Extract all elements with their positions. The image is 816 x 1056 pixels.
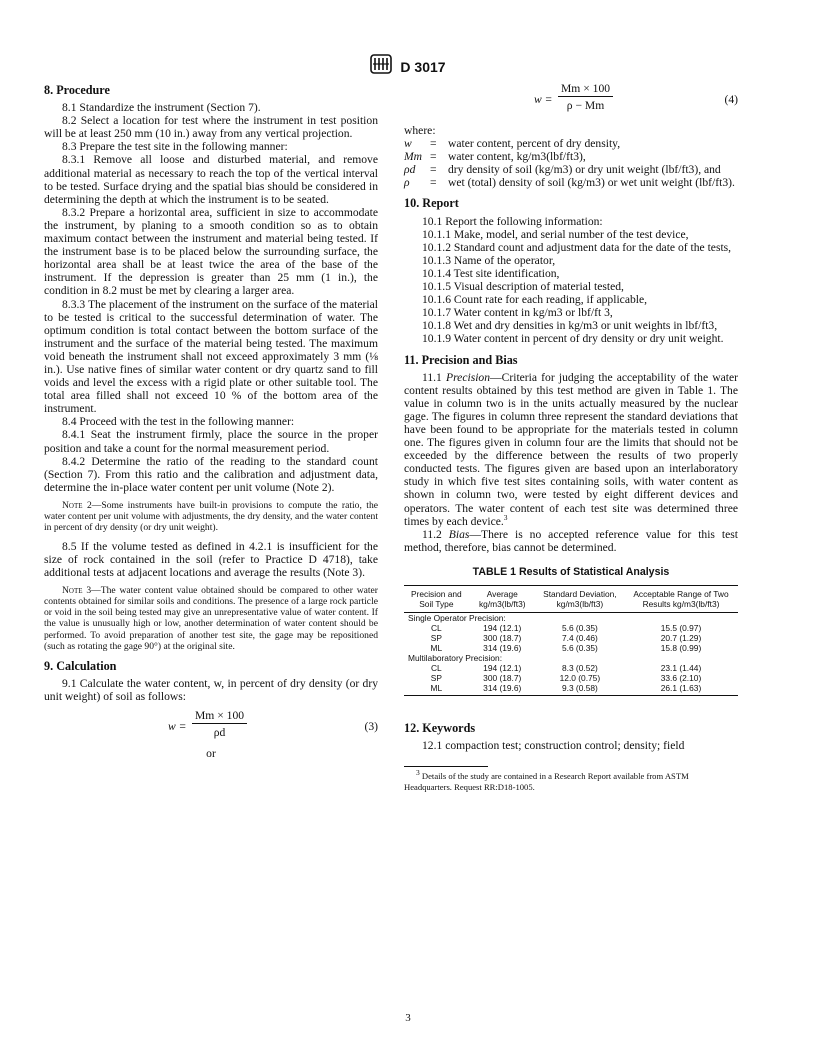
table-cell: 5.6 (0.35): [561, 623, 598, 633]
table-1: [404, 585, 738, 696]
table-header: Precision and Soil Type: [404, 586, 469, 613]
table-cell: ML: [404, 683, 469, 696]
equation-4-number: (4): [724, 93, 738, 106]
note-3-text: —The water content value obtained should be compared to other water contents obtained for similar soils and conditions. The presence of a large rock particle or void in the soil being tested may give an unrepresentative value of water content. If the value is unusually high or low, another determination of water content should be performed. To avoid preparation of another test site, the gage may be repositioned (such as rotating the gage 90°) at the original site.: [44, 584, 378, 652]
equation-3-denominator: ρd: [213, 726, 226, 740]
report-item: 10.1.6 Count rate for each reading, if applicable,: [422, 293, 648, 307]
definition-w: w = water content, percent of dry density,: [404, 137, 738, 150]
para-9-1: 9.1 Calculate the water content, w, in percent of dry density (or dry unit weight) of soil as follows:: [44, 677, 378, 704]
table-cell: 314 (19.6): [483, 643, 522, 653]
table-cell: SP: [430, 673, 442, 683]
report-item: 10.1.9 Water content in percent of dry density or dry unit weight.: [422, 332, 724, 346]
table-row: [404, 673, 738, 683]
note-2: [44, 500, 378, 534]
table-row: [404, 623, 738, 633]
table-cell: 300 (18.7): [483, 633, 522, 643]
para-11-2-text: —There is no accepted reference value for this test method, therefore, bias cannot be determined.: [404, 527, 738, 554]
para-11-1: [404, 371, 738, 528]
equation-3-lhs: w =: [168, 720, 187, 734]
table-row: [404, 633, 738, 643]
table-cell: 314 (19.6): [469, 683, 536, 696]
footnote-mark: 3: [416, 768, 420, 778]
definition-text: water content, percent of dry density,: [448, 137, 621, 151]
table-row: [404, 643, 738, 653]
para-8-3: 8.3 Prepare the test site in the following manner:: [62, 140, 288, 154]
table-group-label: Single Operator Precision:: [408, 613, 506, 623]
equation-3-number: (3): [364, 720, 378, 734]
table-1-title: TABLE 1 Results of Statistical Analysis: [472, 565, 670, 578]
equation-4-denominator: ρ − Mm: [566, 99, 605, 113]
table-cell: 8.3 (0.52): [561, 663, 598, 673]
document-designation: D 3017: [400, 58, 446, 75]
where-label: where:: [404, 124, 436, 137]
note-2-label: Note 2: [62, 499, 92, 511]
right-column: [404, 84, 738, 792]
table-cell: SP: [430, 633, 442, 643]
note-3: [44, 585, 378, 652]
para-8-4: 8.4 Proceed with the test in the following manner:: [62, 415, 295, 429]
table-cell: 15.5 (0.97): [660, 623, 702, 633]
equation-4: [404, 82, 738, 118]
report-item: 10.1.8 Wet and dry densities in kg/m3 or unit weights in lbf/ft3,: [422, 319, 718, 333]
para-8-3-2: 8.3.2 Prepare a horizontal area, sufficient in size to accommodate the instrument, by planing to a smooth condition so as to obtain maximum contact between the instrument and material being tested. If the instrument base is to be placed below the surrounding surface, the horizontal area shall be at least twice the area of the base of the instrument. If the depression is greater than 25 mm (1 in.), the condition in 8.2 must be met by clearing a larger area.: [44, 205, 378, 298]
para-11-1-text: —Criteria for judging the acceptability of the water content results obtained by this test method are given in Table 1. The value in column two is in the units actually measured by the nuclear gage. The figures in column three represent the standard deviations that have been found to be appropriate for the materials tested in column one. The figures given in column four are the limits that should not be exceeded by the difference between the results of two properly conducted tests. The figures given are based upon an interlaboratory study in which five test sites containing soils, with water content as shown in column two, were tested by eight different devices and operators. The water content of each test site was determined three times by each device.: [404, 370, 738, 528]
para-8-5: 8.5 If the volume tested as defined in 4.2.1 is insufficient for the size of rock contained in the soil (refer to Practice D 4718), take additional tests at adjacent locations and average the results (Note 3).: [44, 539, 378, 579]
astm-logo: [370, 54, 392, 79]
definition-text: dry density of soil (kg/m3) or dry unit weight (lbf/ft3), and: [448, 163, 721, 177]
definition-rho-d: ρd = dry density of soil (kg/m3) or dry unit weight (lbf/ft3), and: [404, 163, 738, 176]
equation-3-fraction: [192, 709, 247, 739]
table-cell: 20.7 (1.29): [660, 633, 702, 643]
para-8-3-3: 8.3.3 The placement of the instrument on the surface of the material to be tested is critical to the successful determination of water. The optimum condition is total contact between the bottom surface of the instrument and the surface of the material being tested. The maximum void beneath the instrument shall not exceed approximately 3 mm (⅛ in.). Use native fines of similar water content or dry quartz sand to fill voids and level the excess with a rigid plate or other suitable tool. The total area filled shall not exceed 10 % of the bottom area of the instrument.: [44, 297, 378, 416]
section-9-title: 9. Calculation: [44, 659, 117, 674]
table-row: [404, 683, 738, 696]
definition-symbol: w: [404, 137, 412, 151]
left-column: [44, 84, 378, 760]
definition-mm: Mm = water content, kg/m3(lbf/ft3),: [404, 150, 738, 163]
note-3-label: Note 3: [62, 584, 92, 596]
equation-4-lhs: w =: [534, 93, 553, 106]
table-cell: 5.6 (0.35): [561, 643, 598, 653]
table-cell: 15.8 (0.99): [660, 643, 702, 653]
report-item: 10.1.5 Visual description of material tested,: [422, 280, 624, 294]
para-11-1-label: 11.1: [422, 370, 442, 384]
table-header: Average kg/m3(lb/ft3): [469, 586, 536, 613]
equation-3-numerator: Mm × 100: [192, 709, 247, 724]
table-cell: 7.4 (0.46): [561, 633, 598, 643]
table-group-label: Multilaboratory Precision:: [408, 653, 503, 663]
table-cell: 12.0 (0.75): [559, 673, 601, 683]
equation-4-fraction: [558, 82, 613, 112]
page-header: [0, 54, 816, 79]
section-8-title: 8. Procedure: [44, 83, 110, 97]
para-8-4-1: 8.4.1 Seat the instrument firmly, place the source in the proper position and take a count for the normal measurement period.: [44, 428, 378, 455]
report-item: 10.1.4 Test site identification,: [422, 266, 560, 280]
bias-term: Bias: [448, 527, 470, 541]
footnote-ref: 3: [503, 512, 508, 522]
page-number: 3: [405, 1012, 411, 1024]
equation-4-numerator: Mm × 100: [558, 82, 613, 97]
section-10-title: 10. Report: [404, 196, 459, 211]
para-12-1: 12.1 compaction test; construction control; density; field: [422, 739, 685, 753]
section-11-title: 11. Precision and Bias: [404, 352, 518, 367]
table-cell: ML: [430, 643, 443, 653]
definition-rho: ρ = wet (total) density of soil (kg/m3) or wet unit weight (lbf/ft3).: [404, 176, 738, 189]
report-item: 10.1.2 Standard count and adjustment data for the date of the tests,: [422, 240, 732, 254]
para-8-2: 8.2 Select a location for test where the instrument in test position will be at least 250 mm (10 in.) away from any vertical projection.: [44, 114, 378, 141]
para-11-2-label: 11.2: [422, 527, 442, 541]
table-row: [404, 663, 738, 673]
section-12-title: 12. Keywords: [404, 721, 476, 735]
footnote-divider: [404, 766, 488, 767]
table-cell: CL: [430, 663, 442, 673]
table-cell: 194 (12.1): [483, 623, 522, 633]
definition-symbol: ρ: [404, 176, 410, 190]
report-item: 10.1 Report the following information:: [422, 214, 603, 228]
para-11-2: [404, 528, 738, 554]
table-cell: 23.1 (1.44): [660, 663, 702, 673]
report-item: 10.1.1 Make, model, and serial number of the test device,: [422, 227, 689, 241]
precision-term: Precision: [446, 370, 491, 384]
table-header: Acceptable Range of Two Results kg/m3(lb/ft3): [624, 586, 738, 613]
definition-text: wet (total) density of soil (kg/m3) or wet unit weight (lbf/ft3).: [448, 176, 735, 190]
or-connector: or: [206, 747, 216, 761]
note-2-text: —Some instruments have built-in provisions to compute the ratio, the water content per unit volume with adjustments, the dry density, and the water content in percent of dry density (or dry unit weight).: [44, 499, 379, 534]
report-item: 10.1.3 Name of the operator,: [422, 253, 556, 267]
table-header: Standard Deviation, kg/m3(lb/ft3): [536, 586, 624, 613]
report-item: 10.1.7 Water content in kg/m3 or lbf/ft 3,: [422, 306, 613, 320]
table-cell: 300 (18.7): [483, 673, 522, 683]
table-cell: 26.1 (1.63): [624, 683, 738, 696]
definition-text: water content, kg/m3(lbf/ft3),: [448, 150, 586, 164]
table-cell: 9.3 (0.58): [536, 683, 624, 696]
definition-symbol: ρd: [404, 163, 416, 177]
footnote-text: Details of the study are contained in a Research Report available from ASTM Headquarters. Request RR:D18-1005.: [404, 771, 689, 792]
para-8-4-2: 8.4.2 Determine the ratio of the reading to the standard count (Section 7). From this ratio and the calibration and adjustment data, determine the in-place water content per unit volume (Note 2).: [44, 454, 378, 494]
para-8-1: 8.1 Standardize the instrument (Section 7).: [62, 101, 261, 115]
equation-3: [44, 709, 378, 745]
table-cell: 194 (12.1): [483, 663, 522, 673]
footnote-3: [404, 768, 738, 792]
table-cell: 33.6 (2.10): [660, 673, 702, 683]
table-cell: CL: [430, 623, 442, 633]
para-8-3-1: 8.3.1 Remove all loose and disturbed material, and remove additional material as necessary to reach the top of the vertical interval to be tested. Surface drying and the spatial bias should be considered in determining the depth at which the instrument is to be seated.: [44, 153, 378, 206]
definition-symbol: Mm: [404, 150, 423, 164]
